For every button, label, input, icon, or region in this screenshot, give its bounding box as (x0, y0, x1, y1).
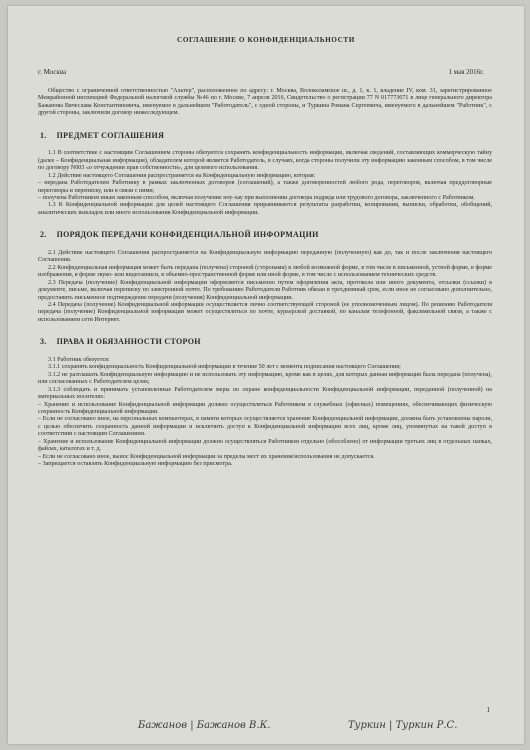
paragraph: 3.1.2 не разглашать Конфиденциальную информацию и не использовать эту информацию, кроме как в целях, для которых данная информация была передана (получена), или согласованных с Работодателем целях; (38, 371, 492, 386)
paragraph: – получена Работником иным законным способом, включая получение ноу-хау при выполнении договора подряда или трудового договора, заключенного с Работником. (38, 194, 475, 201)
employer-signature: Бажанов | Бажанов В.К. (138, 720, 271, 731)
paragraph: 2.4 Передача (получение) Конфиденциальной информации осуществляется лично соответствующей стороной (ее уполномоченным лицом). По решению Работодателя передача (получение) Конфиденциальной информации может осуществляться по почте, курьерской доставкой, по каналам телефонной, факсимильной связи, а также с использованием сети Интернет. (38, 301, 492, 323)
paragraph: 1.3 К Конфиденциальной информации для целей настоящего Соглашения приравниваются результаты разработки, копирования, выписки, обработки, обобщений, аналитических выкладок или иного использования Конфиденциальной информации. (38, 202, 492, 216)
document-city: г. Москва (38, 68, 67, 76)
paragraph: – Запрещается оставлять Конфиденциальную информацию без присмотра. (38, 461, 233, 468)
paragraph: 2.2 Конфиденциальная информация может быть передана (получена) стороной (сторонами) в любой возможной форме, в том числе в письменной, устной форме, в форме изображения, в форме звуко- или видеозаписи, в объемно-пространственной форме или иной форме, в том числе с использованием технических средств. (38, 264, 492, 279)
employee-signature: Туркин | Туркин Р.С. (348, 720, 458, 731)
paragraph: 1.1 В соответствие с настоящим Соглашением стороны обязуются сохранять конфиденциальность информации, включая сведений, составляющих коммерческую тайну (далее – Конфиденциальная информация), обладателем которой является Работодатель, в случаях, когда стороны получили эту информацию законным способом, в том числе по договору N003 «о отчуждении прав собственности», для целевого использования. (38, 150, 492, 172)
section-heading (40, 338, 492, 345)
document-page (8, 6, 524, 744)
section-title: ПРАВА И ОБЯЗАННОСТИ СТОРОН (56, 337, 201, 347)
section-title: ПОРЯДОК ПЕРЕДАЧИ КОНФИДЕНЦИАЛЬНОЙ ИНФОРМАЦИИ (56, 230, 319, 240)
section-number: 2. (40, 230, 47, 240)
paragraph: – Если не согласовано иное, на персональных компьютерах, в памяти которых осуществляется хранение Конфиденциальной информации, должны быть установлены пароли, с целью обеспечить сохранность данной информации и исключить доступ к Конфиденциальной информации всех лиц, кроме лиц, упомянутых на такой доступ в соответствии с настоящим Соглашением. (38, 416, 492, 438)
paragraph: 3.1.3 соблюдать и принимать установленные Работодателем меры по охране конфиденциальности Конфиденциальной информации, переданной (полученной) на материальных носителях: (38, 386, 492, 401)
section-title: ПРЕДМЕТ СОГЛАШЕНИЯ (56, 130, 165, 140)
paragraph: 2.1 Действие настоящего Соглашения распространяется на Конфиденциальную информацию переданную (полученную) как до, так и после заключения настоящего Соглашения. (38, 249, 492, 264)
paragraph: 3.1.1 сохранять конфиденциальность Конфиденциальной информации в течение 50 лет с момента подписания настоящего Соглашения; (48, 364, 401, 371)
paragraph: – передана Работодателем Работнику в рамках заключенных договоров (соглашений), а также договоренностей любого рода, переговоров, включая преддоговорные переговоры и переписку, или в связи с ними; (38, 180, 492, 194)
paragraph: – Если не согласовано иное, вынос Конфиденциальной информации за пределы мест их хранения/использования не допускается. (38, 453, 375, 460)
document-date: 1 мая 2016г. (448, 68, 484, 76)
section-number: 3. (40, 337, 47, 347)
section-heading (40, 231, 492, 238)
section-heading (40, 132, 492, 139)
paragraph: 2.3 Передача (получение) Конфиденциальной информации оформляется письменно путем оформления акта, протокола или иного документа, отсылки (ссылки) в документе, письме, включая переписку по электронной почте. По требованию Работодателя Работник обязан в трехдневный срок, если иное не согласовано дополнительно, предоставить письменное подтверждение передачи (получения) Конфиденциальной информации. (38, 279, 492, 301)
paragraph: 3.1 Работник обязуется: (48, 356, 110, 363)
signature-area (138, 712, 518, 744)
page-number: 1 (486, 706, 490, 714)
document-title: СОГЛАШЕНИЕ О КОНФИДЕНЦИАЛЬНОСТИ (177, 36, 355, 44)
preamble: Общество с ограниченной ответственностью "Альтер", расположенное по адресу: г. Москва, Волоколамское ш., д. 1, к. 1, владение IV, ком. 31, зарегистрированное Межрайонной инспекцией Федеральной налоговой службы №46 по г. Москве, 7 апреля 2016, Свидетельство о регистрации 77 N 017773671 в лице генерального директора Бажанова Вячеслава Константиновича, именуемое в дальнейшем "Работодатель", с одной стороны, и Туркина Романа Сергеевича, именуемого в дальнейшем "Работник", с другой стороны, заключили договор нижеследующем. (38, 88, 492, 117)
paragraph: – Хранение и использование Конфиденциальной информации должно осуществляться Работником в служебных (офисных) помещениях, обеспечивающих физическую сохранность Конфиденциальной информации. (38, 401, 492, 415)
paragraph: 1.2 Действие настоящего Соглашения распространяется на Конфиденциальную информацию, которая: (48, 172, 316, 179)
section-number: 1. (40, 130, 47, 140)
paragraph: – Хранение и использование Конфиденциальной информации должно осуществляться Работником отдельно (обособлено) от информации третьих лиц в отдельных папках, файлах, каталогах и т. д. (38, 438, 492, 453)
document-body (38, 88, 492, 469)
